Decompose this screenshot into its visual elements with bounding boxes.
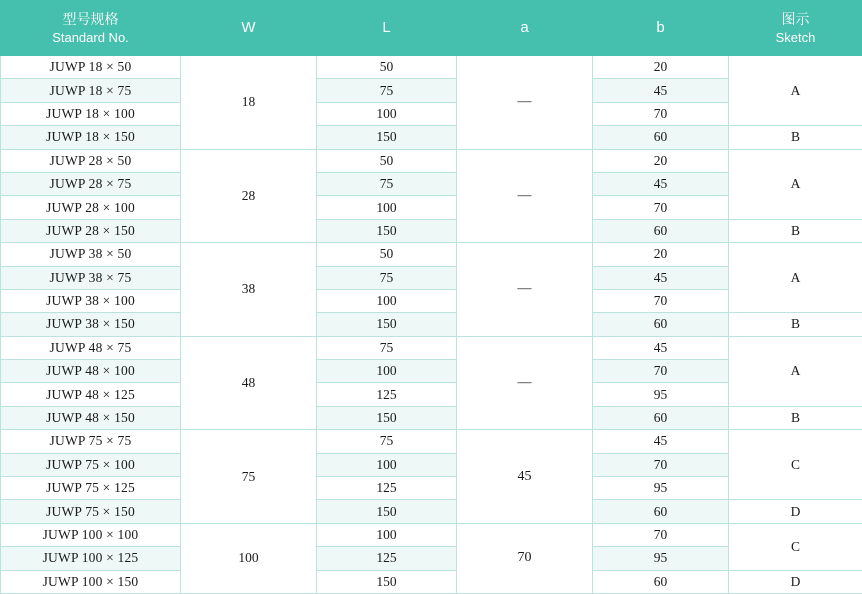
table-row <box>1 243 862 266</box>
cell-a: — <box>457 243 593 337</box>
cell-l: 75 <box>317 430 457 453</box>
cell-b: 60 <box>593 313 729 336</box>
column-header-standard-no-cn: 型号规格 <box>1 10 180 29</box>
table-row <box>1 570 862 593</box>
cell-sketch: A <box>729 149 862 219</box>
cell-b: 95 <box>593 383 729 406</box>
column-header-standard-no-en: Standard No. <box>1 29 180 47</box>
column-header-sketch <box>729 1 862 56</box>
cell-sketch: B <box>729 219 862 242</box>
cell-b: 60 <box>593 406 729 429</box>
cell-l: 50 <box>317 56 457 79</box>
cell-standard-no: JUWP 75 × 100 <box>1 453 181 476</box>
table-body <box>1 56 862 594</box>
cell-b: 45 <box>593 336 729 359</box>
cell-l: 150 <box>317 313 457 336</box>
column-header-a <box>457 1 593 56</box>
cell-l: 100 <box>317 453 457 476</box>
cell-standard-no: JUWP 38 × 100 <box>1 289 181 312</box>
cell-standard-no: JUWP 38 × 75 <box>1 266 181 289</box>
cell-sketch: C <box>729 523 862 570</box>
cell-b: 70 <box>593 523 729 546</box>
cell-standard-no: JUWP 28 × 100 <box>1 196 181 219</box>
table-row <box>1 126 862 149</box>
cell-sketch: B <box>729 313 862 336</box>
cell-standard-no: JUWP 75 × 125 <box>1 477 181 500</box>
cell-l: 75 <box>317 79 457 102</box>
cell-standard-no: JUWP 28 × 75 <box>1 172 181 195</box>
column-header-w-label: W <box>181 18 316 38</box>
column-header-b <box>593 1 729 56</box>
cell-standard-no: JUWP 18 × 75 <box>1 79 181 102</box>
column-header-b-label: b <box>593 18 728 38</box>
cell-l: 75 <box>317 172 457 195</box>
table-row <box>1 430 862 453</box>
cell-standard-no: JUWP 28 × 50 <box>1 149 181 172</box>
column-header-a-label: a <box>457 18 592 38</box>
table-row <box>1 500 862 523</box>
cell-b: 70 <box>593 360 729 383</box>
cell-l: 125 <box>317 477 457 500</box>
cell-standard-no: JUWP 48 × 125 <box>1 383 181 406</box>
cell-sketch: A <box>729 336 862 406</box>
cell-w: 75 <box>181 430 317 524</box>
cell-standard-no: JUWP 75 × 150 <box>1 500 181 523</box>
cell-standard-no: JUWP 48 × 75 <box>1 336 181 359</box>
cell-standard-no: JUWP 38 × 150 <box>1 313 181 336</box>
cell-b: 60 <box>593 219 729 242</box>
cell-b: 70 <box>593 453 729 476</box>
cell-b: 45 <box>593 266 729 289</box>
cell-sketch: B <box>729 406 862 429</box>
cell-l: 100 <box>317 523 457 546</box>
cell-b: 20 <box>593 56 729 79</box>
cell-l: 150 <box>317 500 457 523</box>
column-header-l <box>317 1 457 56</box>
cell-standard-no: JUWP 48 × 150 <box>1 406 181 429</box>
column-header-standard-no <box>1 1 181 56</box>
cell-standard-no: JUWP 48 × 100 <box>1 360 181 383</box>
cell-standard-no: JUWP 18 × 100 <box>1 102 181 125</box>
cell-sketch: D <box>729 500 862 523</box>
cell-sketch: A <box>729 243 862 313</box>
cell-standard-no: JUWP 100 × 100 <box>1 523 181 546</box>
cell-b: 45 <box>593 172 729 195</box>
cell-l: 125 <box>317 383 457 406</box>
cell-sketch: B <box>729 126 862 149</box>
cell-standard-no: JUWP 18 × 150 <box>1 126 181 149</box>
cell-l: 100 <box>317 196 457 219</box>
column-header-sketch-cn: 图示 <box>729 10 862 29</box>
cell-w: 100 <box>181 523 317 593</box>
cell-l: 150 <box>317 219 457 242</box>
column-header-sketch-en: Sketch <box>729 29 862 47</box>
cell-l: 150 <box>317 406 457 429</box>
cell-b: 60 <box>593 126 729 149</box>
table-row <box>1 313 862 336</box>
cell-l: 100 <box>317 289 457 312</box>
cell-a: — <box>457 149 593 243</box>
column-header-w <box>181 1 317 56</box>
cell-sketch: D <box>729 570 862 593</box>
table-row <box>1 219 862 242</box>
table-row <box>1 523 862 546</box>
header-row <box>1 1 862 56</box>
cell-l: 150 <box>317 570 457 593</box>
cell-w: 18 <box>181 56 317 150</box>
cell-l: 75 <box>317 266 457 289</box>
cell-sketch: C <box>729 430 862 500</box>
cell-standard-no: JUWP 18 × 50 <box>1 56 181 79</box>
cell-l: 100 <box>317 102 457 125</box>
column-header-l-label: L <box>317 18 456 38</box>
table-row <box>1 56 862 79</box>
cell-b: 20 <box>593 149 729 172</box>
cell-l: 100 <box>317 360 457 383</box>
cell-w: 38 <box>181 243 317 337</box>
cell-b: 95 <box>593 547 729 570</box>
cell-l: 75 <box>317 336 457 359</box>
cell-a: 70 <box>457 523 593 593</box>
cell-b: 60 <box>593 500 729 523</box>
table-row <box>1 149 862 172</box>
cell-b: 70 <box>593 196 729 219</box>
cell-standard-no: JUWP 100 × 150 <box>1 570 181 593</box>
cell-b: 70 <box>593 289 729 312</box>
table-row <box>1 336 862 359</box>
cell-b: 70 <box>593 102 729 125</box>
cell-l: 150 <box>317 126 457 149</box>
cell-b: 20 <box>593 243 729 266</box>
cell-b: 60 <box>593 570 729 593</box>
cell-l: 125 <box>317 547 457 570</box>
cell-a: 45 <box>457 430 593 524</box>
cell-sketch: A <box>729 56 862 126</box>
cell-w: 48 <box>181 336 317 430</box>
cell-l: 50 <box>317 149 457 172</box>
cell-standard-no: JUWP 38 × 50 <box>1 243 181 266</box>
cell-b: 45 <box>593 430 729 453</box>
cell-l: 50 <box>317 243 457 266</box>
cell-standard-no: JUWP 75 × 75 <box>1 430 181 453</box>
table-header <box>1 1 862 56</box>
cell-standard-no: JUWP 28 × 150 <box>1 219 181 242</box>
cell-w: 28 <box>181 149 317 243</box>
cell-b: 45 <box>593 79 729 102</box>
table-row <box>1 406 862 429</box>
cell-a: — <box>457 336 593 430</box>
cell-b: 95 <box>593 477 729 500</box>
cell-a: — <box>457 56 593 150</box>
cell-standard-no: JUWP 100 × 125 <box>1 547 181 570</box>
